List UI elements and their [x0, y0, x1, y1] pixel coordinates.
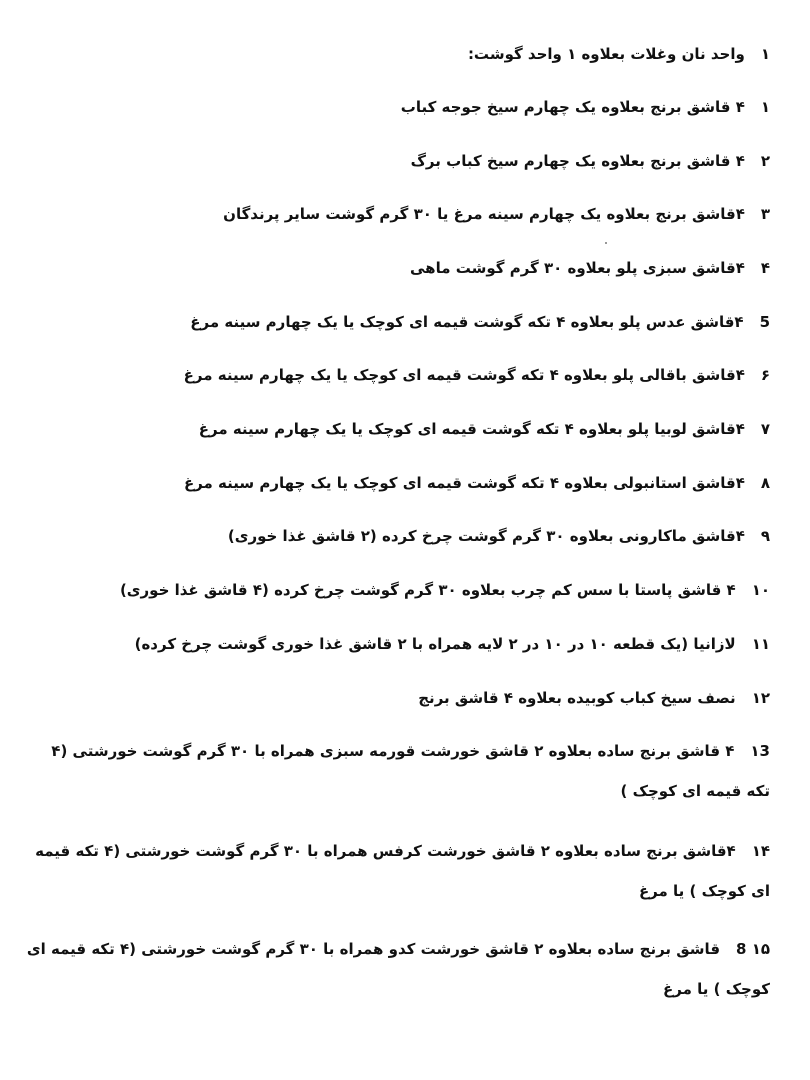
list-item	[401, 96, 770, 118]
item-number: ۸	[760, 474, 770, 492]
item-text: واحد نان وغلات بعلاوه ۱ واحد گوشت:	[467, 45, 745, 63]
list-item	[418, 687, 770, 709]
item-number: ۷	[760, 420, 770, 438]
item-text: ۴قاشق سبزی پلو بعلاوه ۳۰ گرم گوشت ماهی	[410, 259, 745, 277]
item-number: ۱	[760, 98, 770, 116]
list-item	[190, 311, 770, 333]
item-number: ۱۰	[751, 581, 770, 599]
item-number: ۱۲	[751, 689, 770, 707]
item-text: ۴قاشق باقالی پلو بعلاوه ۴ تکه گوشت قیمه ای کوچک یا یک چهارم سینه مرغ	[183, 366, 745, 384]
item-number: ۱3	[750, 742, 770, 760]
item-text: ۴قاشق عدس پلو بعلاوه ۴ تکه گوشت قیمه ای کوچک یا یک چهارم سینه مرغ	[190, 313, 744, 331]
list-item	[120, 579, 770, 601]
list-item	[410, 257, 770, 279]
list-item	[184, 364, 770, 386]
item-text: نصف سیخ کباب کوبیده بعلاوه ۴ قاشق برنج	[418, 689, 736, 707]
list-item	[411, 150, 770, 172]
list-item	[184, 472, 770, 494]
item-text: قاشق برنج ساده بعلاوه ۲ قاشق خورشت کدو همراه با ۳۰ گرم گوشت خورشتی (۴ تکه قیمه ای کوچک ) یا مرغ	[26, 940, 770, 998]
list-item	[25, 731, 770, 811]
item-number: ۴	[760, 259, 770, 277]
item-text: ۴قاشق برنج ساده بعلاوه ۲ قاشق خورشت کرفس همراه با ۳۰ گرم گوشت خورشتی (۴ تکه قیمه ای کوچک ) یا مرغ	[35, 842, 770, 900]
item-text: ۴قاشق برنج بعلاوه یک چهارم سینه مرغ یا ۳۰ گرم گوشت سایر پرندگان	[223, 205, 745, 223]
item-text: ۴ قاشق برنج بعلاوه یک چهارم سیخ کباب برگ	[410, 152, 745, 170]
item-number: ۱۱	[751, 635, 770, 653]
item-text: ۴قاشق ماکارونی بعلاوه ۳۰ گرم گوشت چرخ کرده (۲ قاشق غذا خوری)	[227, 527, 745, 545]
list-item	[25, 929, 770, 1009]
item-text: ۴ قاشق پاستا با سس کم چرب بعلاوه ۳۰ گرم گوشت چرخ کرده (۴ قاشق غذا خوری)	[119, 581, 736, 599]
item-number: ۹	[760, 527, 770, 545]
item-number: ۱۴	[751, 842, 770, 860]
list-item	[228, 525, 770, 547]
list-item	[135, 633, 770, 655]
item-number: ۱	[760, 45, 770, 63]
list-item	[199, 418, 770, 440]
item-number: ۳	[760, 205, 770, 223]
item-text: لازانیا (یک قطعه ۱۰ در ۱۰ در ۲ لایه همراه با ۲ قاشق غذا خوری گوشت چرخ کرده)	[134, 635, 736, 653]
item-number: ۶	[760, 366, 770, 384]
item-number: ۱۵ 8	[736, 940, 770, 958]
item-text: ۴قاشق لوبیا پلو بعلاوه ۴ تکه گوشت قیمه ای کوچک یا یک چهارم سینه مرغ	[198, 420, 745, 438]
item-text: ۴قاشق استانبولی بعلاوه ۴ تکه گوشت قیمه ای کوچک یا یک چهارم سینه مرغ	[183, 474, 745, 492]
list-item	[468, 43, 770, 65]
list-item	[223, 203, 770, 225]
item-text: ۴ قاشق برنج بعلاوه یک چهارم سیخ جوجه کباب	[400, 98, 745, 116]
item-number: 5	[759, 313, 770, 331]
item-text: ۴ قاشق برنج ساده بعلاوه ۲ قاشق خورشت قورمه سبزی همراه با ۳۰ گرم گوشت خورشتی (۴ تکه قیمه ای کوچک )	[51, 742, 770, 800]
item-number: ۲	[760, 152, 770, 170]
scan-speck	[605, 242, 607, 244]
list-item	[25, 831, 770, 911]
